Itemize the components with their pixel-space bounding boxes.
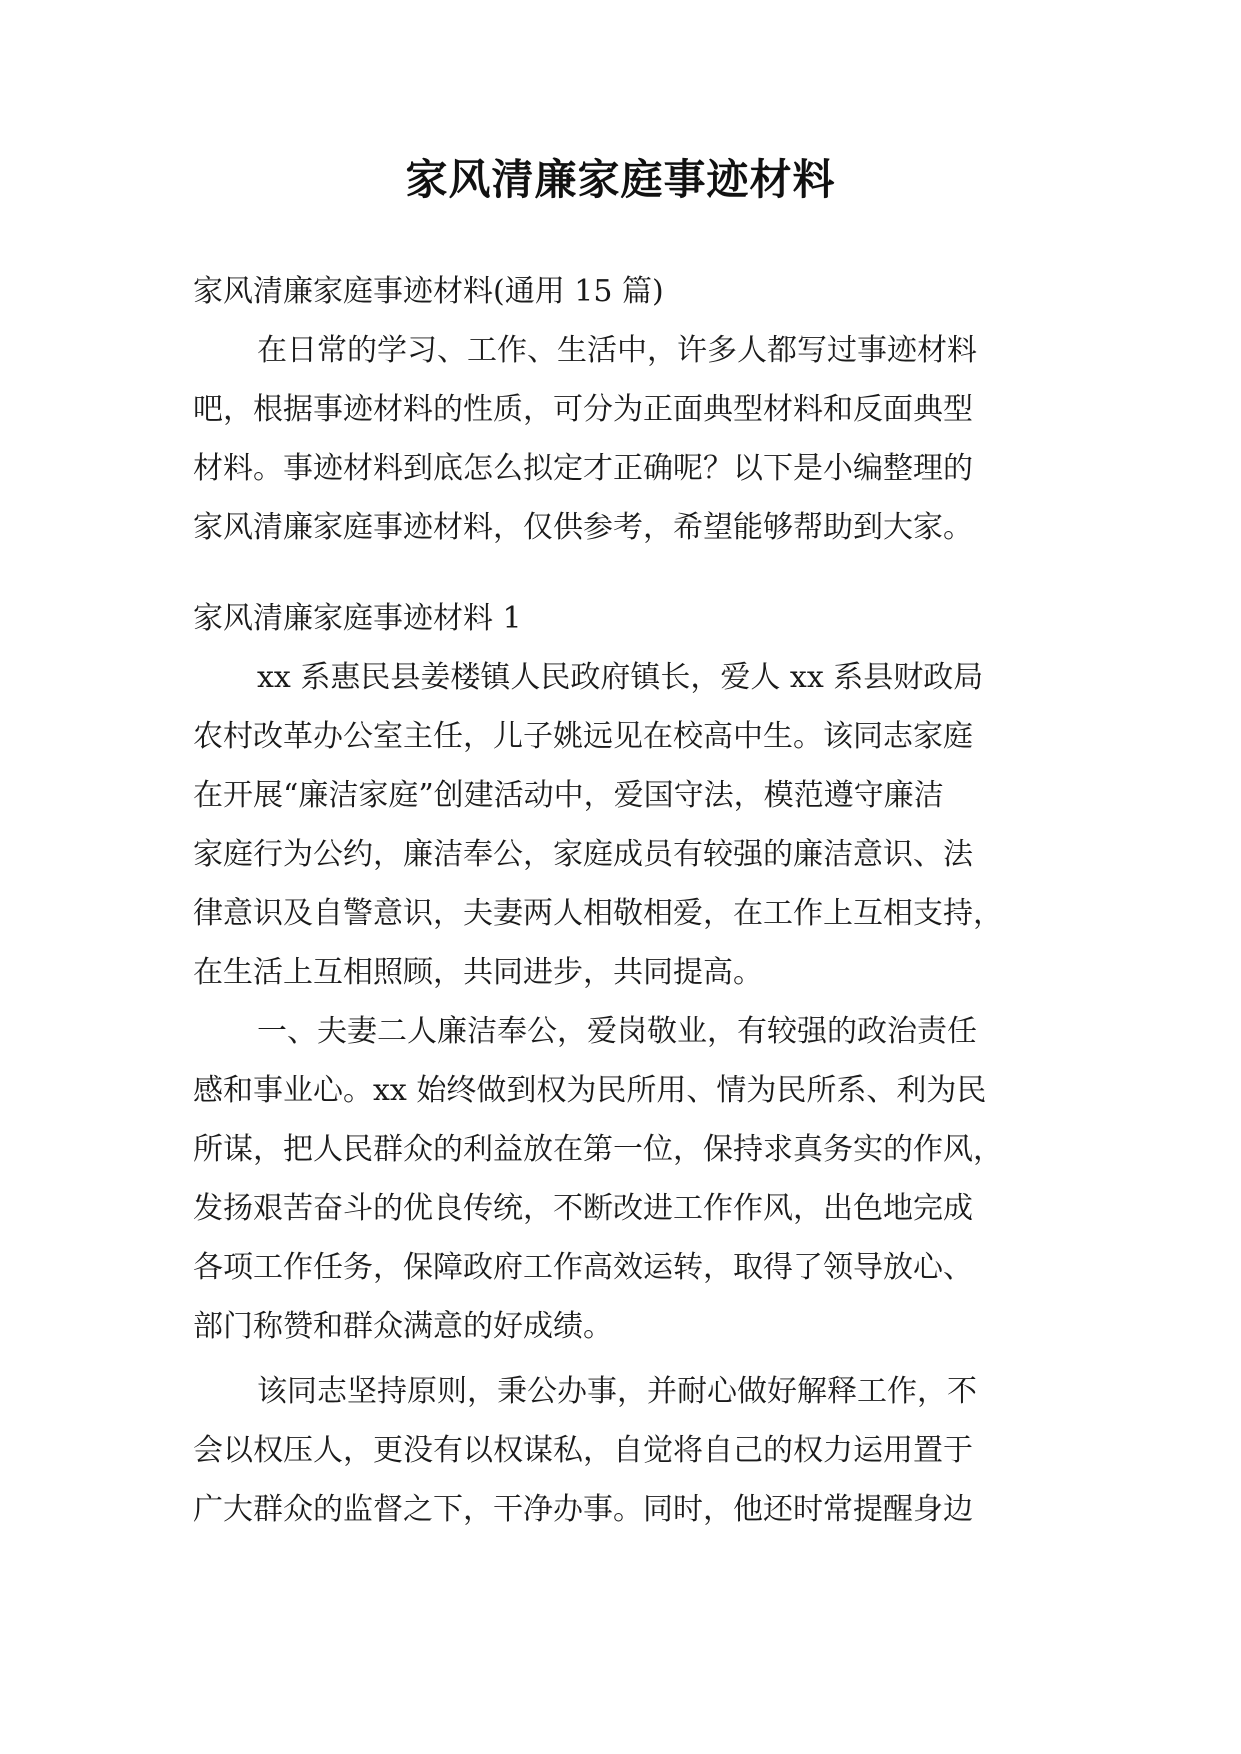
section-spacer (193, 557, 1063, 589)
document-subtitle: 家风清廉家庭事迹材料(通用 15 篇) (193, 274, 664, 309)
paragraph-line: 律意识及自警意识，夫妻两人相敬相爱，在工作上互相支持， (193, 896, 1003, 931)
section-heading: 家风清廉家庭事迹材料 1 (193, 601, 522, 636)
document-body (193, 262, 1063, 1539)
intro-line: 家风清廉家庭事迹材料，仅供参考，希望能够帮助到大家。 (193, 510, 973, 545)
paragraph-line: 所谋，把人民群众的利益放在第一位，保持求真务实的作风， (193, 1132, 1003, 1167)
document-title: 家风清廉家庭事迹材料 (405, 155, 836, 204)
paragraph-line: 家庭行为公约，廉洁奉公，家庭成员有较强的廉洁意识、法 (193, 837, 973, 872)
paragraph-line: 广大群众的监督之下，干净办事。同时，他还时常提醒身边 (193, 1492, 973, 1527)
paragraph-line: 在生活上互相照顾，共同进步，共同提高。 (193, 955, 763, 990)
paragraph-line: 感和事业心。xx 始终做到权为民所用、情为民所系、利为民 (193, 1073, 987, 1108)
paragraph-line: 会以权压人，更没有以权谋私，自觉将自己的权力运用置于 (193, 1433, 973, 1468)
paragraph-1 (193, 648, 1063, 1002)
paragraph-3 (193, 1362, 1063, 1539)
intro-line: 材料。事迹材料到底怎么拟定才正确呢？以下是小编整理的 (193, 451, 973, 486)
paragraph-line: 该同志坚持原则，秉公办事，并耐心做好解释工作，不 (257, 1374, 977, 1409)
intro-line: 吧，根据事迹材料的性质，可分为正面典型材料和反面典型 (193, 392, 973, 427)
paragraph-line: 部门称赞和群众满意的好成绩。 (193, 1309, 613, 1344)
paragraph-line: xx 系惠民县姜楼镇人民政府镇长，爱人 xx 系县财政局 (257, 660, 984, 695)
paragraph-line: 各项工作任务，保障政府工作高效运转，取得了领导放心、 (193, 1250, 973, 1285)
paragraph-2 (193, 1002, 1063, 1356)
paragraph-line: 农村改革办公室主任，儿子姚远见在校高中生。该同志家庭 (193, 719, 973, 754)
paragraph-line: 在开展“廉洁家庭”创建活动中，爱国守法，模范遵守廉洁 (193, 778, 944, 813)
intro-paragraph (193, 321, 1063, 557)
paragraph-line: 一、夫妻二人廉洁奉公，爱岗敬业，有较强的政治责任 (257, 1014, 977, 1049)
paragraph-line: 发扬艰苦奋斗的优良传统，不断改进工作作风，出色地完成 (193, 1191, 973, 1226)
intro-line: 在日常的学习、工作、生活中，许多人都写过事迹材料 (257, 333, 977, 368)
